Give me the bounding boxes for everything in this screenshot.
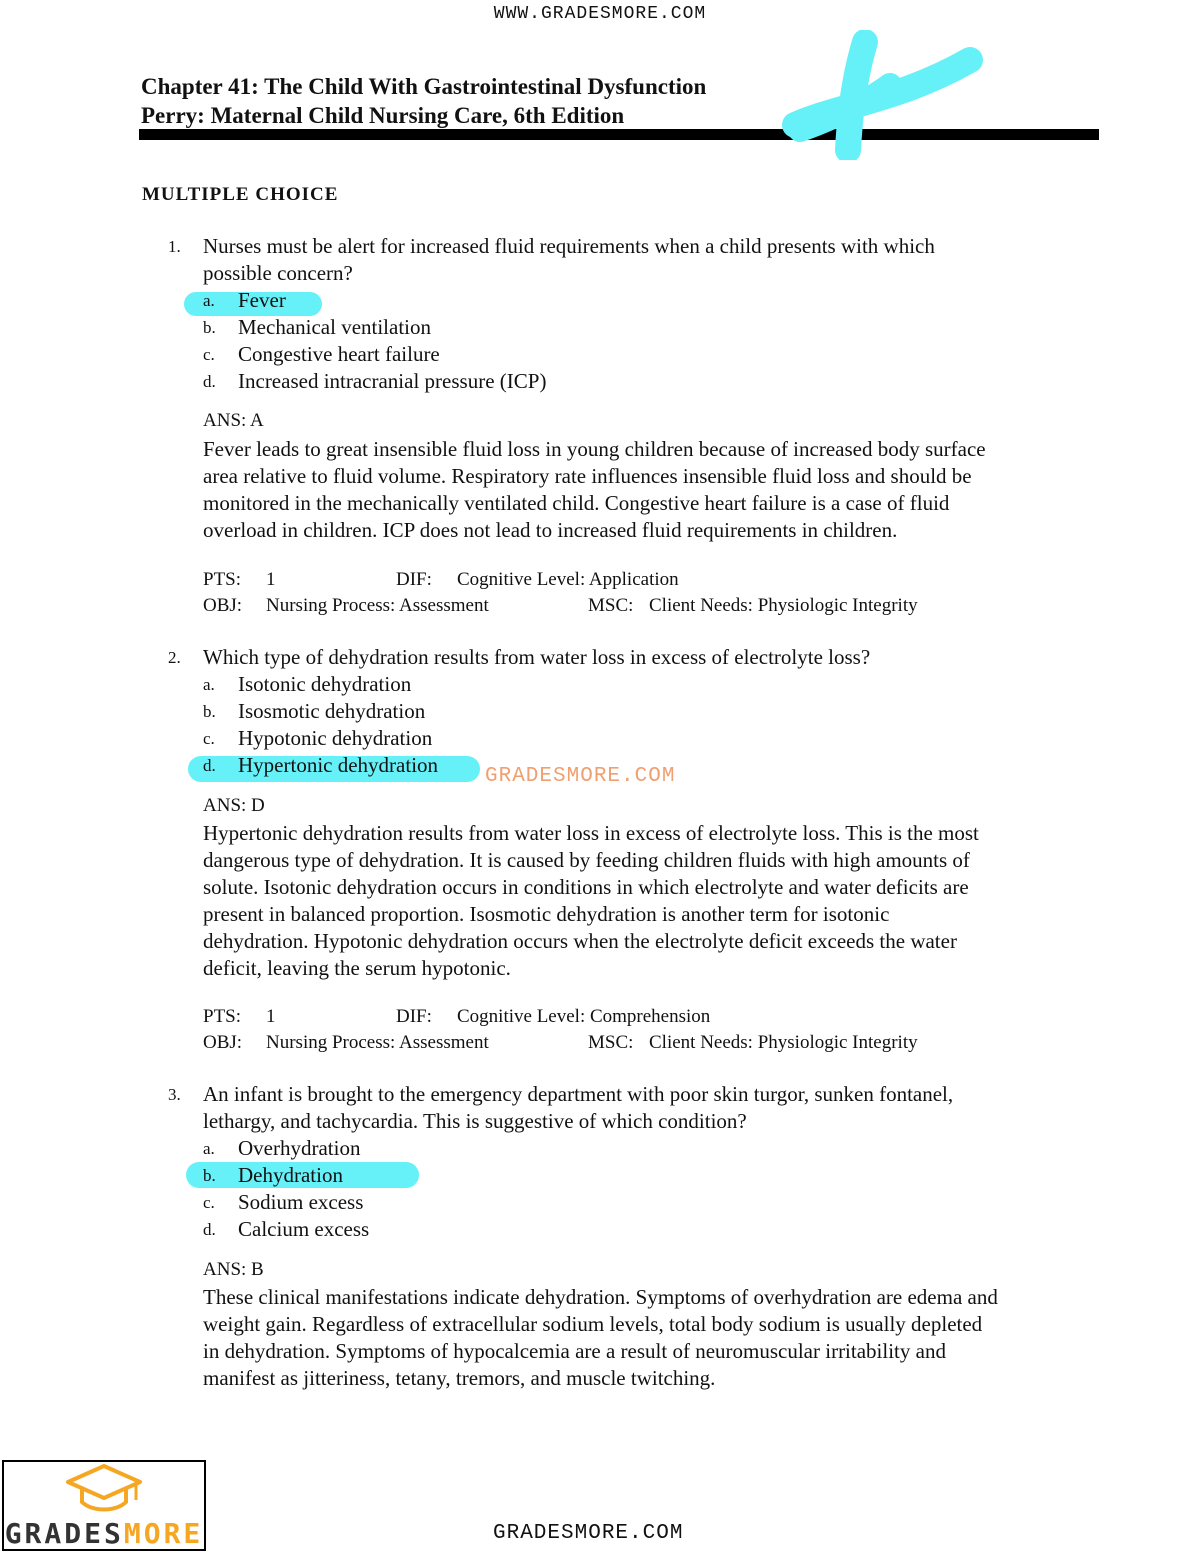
question-number: 2.	[168, 648, 181, 667]
pts-value: 1	[266, 1006, 276, 1027]
explanation-line: These clinical manifestations indicate dehydration. Symptoms of overhydration are edema and	[203, 1285, 998, 1309]
option-text: Hypertonic dehydration	[238, 753, 439, 777]
explanation-line: dehydration. Hypotonic dehydration occurs when the electrolyte deficit exceeds the water	[203, 929, 957, 953]
dif-label: DIF:	[396, 569, 432, 590]
dif-label: DIF:	[396, 1006, 432, 1027]
section-title: MULTIPLE CHOICE	[142, 184, 339, 205]
explanation-line: manifest as jitteriness, tetany, tremors, and muscle twitching.	[203, 1366, 716, 1390]
option-letter: a.	[203, 1139, 215, 1158]
option-text: Calcium excess	[238, 1217, 370, 1241]
explanation-line: monitored in the mechanically ventilated child. Congestive heart failure is a case of fluid	[203, 491, 950, 515]
option-letter: a.	[203, 675, 215, 694]
option-letter: c.	[203, 1193, 215, 1212]
question-number: 3.	[168, 1085, 181, 1104]
option-text: Congestive heart failure	[238, 342, 440, 366]
option-text: Hypotonic dehydration	[238, 726, 433, 750]
option-letter: a.	[203, 291, 215, 310]
highlighter-scribble	[780, 30, 990, 160]
question-number: 1.	[168, 237, 181, 256]
obj-label: OBJ:	[203, 595, 243, 616]
pts-value: 1	[266, 569, 276, 590]
msc-value: Client Needs: Physiologic Integrity	[649, 595, 918, 616]
logo-wordmark	[2, 1517, 206, 1550]
option-letter: b.	[203, 1166, 216, 1185]
question-stem-line: An infant is brought to the emergency department with poor skin turgor, sunken fontanel,	[203, 1082, 954, 1106]
explanation-line: Hypertonic dehydration results from water loss in excess of electrolyte loss. This is the most	[203, 821, 979, 845]
explanation-line: weight gain. Regardless of extracellular sodium levels, total body sodium is usually depleted	[203, 1312, 983, 1336]
msc-label: MSC:	[588, 595, 634, 616]
header-site-url: WWW.GRADESMORE.COM	[493, 4, 707, 24]
option-text: Dehydration	[238, 1163, 343, 1187]
book-title: Perry: Maternal Child Nursing Care, 6th Edition	[141, 103, 625, 128]
msc-label: MSC:	[588, 1032, 634, 1053]
option-letter: b.	[203, 702, 216, 721]
option-text: Isotonic dehydration	[238, 672, 412, 696]
obj-value: Nursing Process: Assessment	[266, 595, 489, 616]
option-text: Increased intracranial pressure (ICP)	[238, 369, 547, 393]
logo-text-more: MORE	[123, 1517, 204, 1550]
option-letter: c.	[203, 729, 215, 748]
explanation-line: dangerous type of dehydration. It is caused by feeding children fluids with high amounts of	[203, 848, 970, 872]
explanation-line: area relative to fluid volume. Respiratory rate influences insensible fluid loss and should be	[203, 464, 972, 488]
question-stem-line: Nurses must be alert for increased fluid requirements when a child presents with which	[203, 234, 935, 258]
option-letter: c.	[203, 345, 215, 364]
option-letter: b.	[203, 318, 216, 337]
obj-value: Nursing Process: Assessment	[266, 1032, 489, 1053]
graduation-cap-icon	[64, 1462, 144, 1518]
footer-site-url: GRADESMORE.COM	[493, 1522, 684, 1545]
logo-text-grades: GRADES	[4, 1517, 124, 1550]
explanation-line: solute. Isotonic dehydration occurs in conditions in which electrolyte and water deficits are	[203, 875, 969, 899]
dif-value: Cognitive Level: Comprehension	[457, 1006, 711, 1027]
watermark: GRADESMORE.COM	[485, 765, 676, 788]
explanation-line: Fever leads to great insensible fluid loss in young children because of increased body surface	[203, 437, 986, 461]
option-text: Isosmotic dehydration	[238, 699, 426, 723]
question-stem-line: lethargy, and tachycardia. This is suggestive of which condition?	[203, 1109, 747, 1133]
explanation-line: in dehydration. Symptoms of hypocalcemia are a result of neuromuscular irritability and	[203, 1339, 946, 1363]
answer-key: ANS: A	[203, 410, 264, 431]
explanation-line: deficit, leaving the serum hypotonic.	[203, 956, 511, 980]
msc-value: Client Needs: Physiologic Integrity	[649, 1032, 918, 1053]
dif-value: Cognitive Level: Application	[457, 569, 679, 590]
question-stem-line: possible concern?	[203, 261, 353, 285]
chapter-title: Chapter 41: The Child With Gastrointestinal Dysfunction	[141, 74, 707, 99]
pts-label: PTS:	[203, 1006, 242, 1027]
option-letter: d.	[203, 1220, 216, 1239]
option-letter: d.	[203, 372, 216, 391]
option-text: Overhydration	[238, 1136, 361, 1160]
explanation-line: present in balanced proportion. Isosmotic dehydration is another term for isotonic	[203, 902, 890, 926]
explanation-line: overload in children. ICP does not lead to increased fluid requirements in children.	[203, 518, 898, 542]
question-stem-line: Which type of dehydration results from water loss in excess of electrolyte loss?	[203, 645, 871, 669]
pts-label: PTS:	[203, 569, 242, 590]
option-letter: d.	[203, 756, 216, 775]
answer-key: ANS: D	[203, 795, 265, 816]
answer-key: ANS: B	[203, 1259, 264, 1280]
obj-label: OBJ:	[203, 1032, 243, 1053]
option-text: Sodium excess	[238, 1190, 364, 1214]
option-text: Fever	[238, 288, 286, 312]
option-text: Mechanical ventilation	[238, 315, 432, 339]
